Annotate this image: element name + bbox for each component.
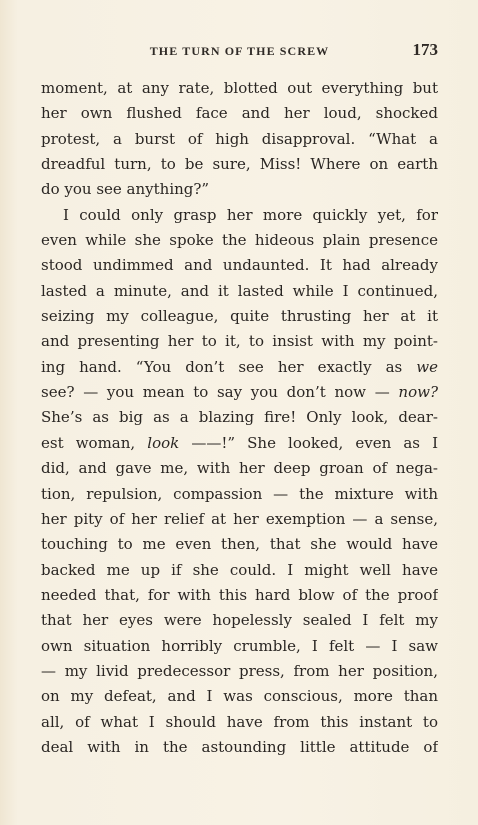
text-line: She’s as big as a blazing fire! Only look, dear- [41,408,438,427]
text-line: her pity of her relief at her exemption — a sense, [41,509,438,528]
line-text: see? — you mean to say you don’t now — [41,383,399,402]
running-head [41,40,438,60]
italic-word: now? [398,383,438,402]
text-line: protest, a burst of high disapproval. “What a [41,129,438,148]
text-line: her own flushed face and her loud, shocked [41,104,438,123]
text-line: — my livid predecessor press, from her position, [41,661,438,680]
text-line: own situation horribly crumble, I felt — I saw [41,636,438,655]
line-text: ing hand. “You don’t see her exactly as [41,357,417,376]
text-line: seizing my colleague, quite thrusting her at it [41,307,438,326]
line-text: ——!” She looked, even as I [179,433,438,452]
text-line: did, and gave me, with her deep groan of nega- [41,459,438,478]
paragraph-1 [41,76,438,203]
text-line: touching to me even then, that she would have [41,535,438,554]
text-line: all, of what I should have from this instant to [41,712,438,731]
text-line: and presenting her to it, to insist with my point- [41,332,438,351]
text-line: backed me up if she could. I might well have [41,560,438,579]
text-line: deal with in the astounding little attitude of [41,737,438,756]
text-line: needed that, for with this hard blow of the proof [41,585,438,604]
text-line: that her eyes were hopelessly sealed I felt my [41,611,438,630]
text-line: even while she spoke the hideous plain presence [41,231,438,250]
paragraph-2 [41,203,438,761]
text-line: dreadful turn, to be sure, Miss! Where on earth [41,155,438,174]
italic-word: we [416,357,438,376]
text-line: moment, at any rate, blotted out everything but [41,79,438,97]
text-line [41,355,438,380]
text-line [41,380,438,405]
text-line: stood undimmed and undaunted. It had already [41,256,438,275]
text-line: tion, repulsion, compassion — the mixture with [41,484,438,503]
text-line: lasted a minute, and it lasted while I continued, [41,281,438,300]
text-line [41,431,438,456]
text-line: on my defeat, and I was conscious, more than [41,687,438,706]
running-title: THE TURN OF THE SCREW [149,44,330,58]
text-block [41,76,438,760]
text-line: do you see anything?” [41,180,210,199]
line-text: est woman, [41,433,148,452]
italic-word: look [147,433,180,452]
text-line: I could only grasp her more quickly yet, for [63,205,438,224]
page-number: 173 [412,40,438,59]
